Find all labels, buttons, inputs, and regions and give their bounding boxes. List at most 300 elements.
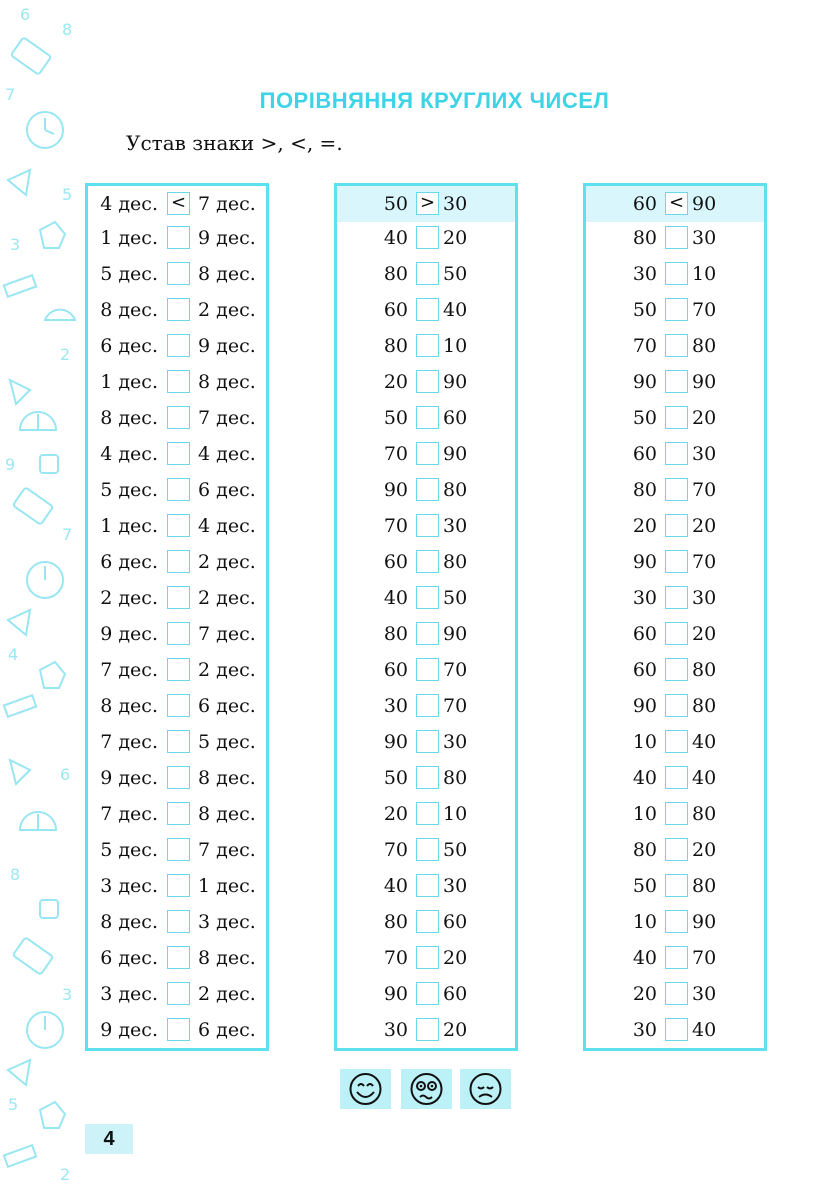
comparison-sign-box[interactable]: < [167,192,190,215]
left-operand: 70 [383,839,408,861]
left-operand: 7 дес. [100,659,158,681]
left-operand: 70 [383,515,408,537]
comparison-row [337,652,515,688]
comparison-sign-box[interactable] [416,946,439,969]
comparison-sign-box[interactable] [416,406,439,429]
comparison-sign-box[interactable] [665,406,688,429]
comparison-sign-box[interactable] [416,550,439,573]
left-operand: 60 [632,443,657,465]
right-operand: 80 [692,695,717,717]
comparison-row [88,186,266,222]
comparison-sign-box[interactable] [416,514,439,537]
comparison-row [586,472,764,508]
left-operand: 30 [632,263,657,285]
left-operand: 50 [383,193,408,215]
right-operand: 8 дес. [198,803,256,825]
comparison-row [586,724,764,760]
right-operand: 40 [692,1019,717,1041]
left-operand: 5 дес. [100,479,158,501]
right-operand: 20 [692,407,717,429]
comparison-sign-box[interactable] [416,334,439,357]
left-operand: 20 [383,371,408,393]
comparison-row [586,220,764,256]
comparison-row [337,472,515,508]
comparison-sign-box[interactable] [416,766,439,789]
left-operand: 40 [632,767,657,789]
left-operand: 6 дес. [100,551,158,573]
comparison-sign-box[interactable] [167,946,190,969]
comparison-sign-box[interactable] [665,1018,688,1041]
left-operand: 70 [383,947,408,969]
comparison-sign-box[interactable] [665,946,688,969]
right-operand: 60 [443,983,468,1005]
sad-face-icon[interactable] [460,1069,511,1109]
right-operand: 50 [443,263,468,285]
left-operand: 40 [383,227,408,249]
left-operand: 50 [383,767,408,789]
comparison-row [88,688,266,724]
comparison-row [337,1012,515,1048]
right-operand: 80 [443,479,468,501]
comparison-row [586,976,764,1012]
comparison-sign-box[interactable] [665,622,688,645]
comparison-sign-box[interactable] [167,442,190,465]
confused-face-icon[interactable] [401,1069,452,1109]
comparison-row [337,400,515,436]
right-operand: 70 [692,299,717,321]
comparison-sign-box[interactable] [416,586,439,609]
right-operand: 30 [443,875,468,897]
right-operand: 20 [692,515,717,537]
comparison-sign-box[interactable] [665,730,688,753]
svg-text:6: 6 [60,765,71,784]
comparison-sign-box[interactable] [665,226,688,249]
svg-text:6: 6 [20,5,31,24]
right-operand: 80 [692,803,717,825]
right-operand: 60 [443,407,468,429]
left-operand: 50 [383,407,408,429]
right-operand: 9 дес. [198,227,256,249]
comparison-row [586,256,764,292]
right-operand: 30 [692,227,717,249]
comparison-row [88,940,266,976]
left-operand: 30 [383,1019,408,1041]
comparison-row [586,400,764,436]
comparison-row [586,508,764,544]
right-operand: 70 [692,551,717,573]
comparison-row [586,364,764,400]
left-operand: 10 [632,731,657,753]
left-operand: 20 [383,803,408,825]
left-operand: 2 дес. [100,587,158,609]
comparison-row [88,1012,266,1048]
comparison-sign-box[interactable] [167,802,190,825]
comparison-row [586,904,764,940]
comparison-sign-box[interactable] [665,514,688,537]
right-operand: 10 [692,263,717,285]
comparison-row [88,580,266,616]
left-operand: 90 [632,371,657,393]
comparison-row [88,976,266,1012]
left-operand: 40 [383,875,408,897]
left-operand: 40 [632,947,657,969]
comparison-row [586,292,764,328]
comparison-sign-box[interactable] [167,334,190,357]
comparison-sign-box[interactable] [416,730,439,753]
right-operand: 8 дес. [198,947,256,969]
comparison-sign-box[interactable] [665,838,688,861]
comparison-row [337,544,515,580]
right-operand: 20 [443,227,468,249]
comparison-sign-box[interactable] [416,226,439,249]
comparison-row [586,580,764,616]
comparison-sign-box[interactable] [416,982,439,1005]
comparison-column-2 [334,183,518,1051]
right-operand: 8 дес. [198,767,256,789]
comparison-row [337,796,515,832]
left-operand: 70 [383,443,408,465]
right-operand: 7 дес. [198,623,256,645]
comparison-row [337,904,515,940]
comparison-row [337,508,515,544]
right-operand: 90 [692,911,717,933]
page-number: 4 [85,1124,133,1154]
left-operand: 20 [632,515,657,537]
right-operand: 9 дес. [198,335,256,357]
comparison-sign-box[interactable] [665,442,688,465]
comparison-row [586,616,764,652]
comparison-sign-box[interactable] [416,694,439,717]
comparison-row [586,760,764,796]
left-operand: 4 дес. [100,443,158,465]
right-operand: 80 [443,767,468,789]
comparison-sign-box[interactable] [665,586,688,609]
left-operand: 5 дес. [100,263,158,285]
comparison-row [586,328,764,364]
comparison-sign-box[interactable] [416,370,439,393]
comparison-row [337,688,515,724]
left-operand: 80 [383,623,408,645]
left-operand: 50 [632,299,657,321]
svg-text:3: 3 [62,985,73,1004]
comparison-sign-box[interactable] [665,262,688,285]
comparison-row [88,616,266,652]
comparison-row [88,796,266,832]
left-operand: 10 [632,803,657,825]
comparison-column-3 [583,183,767,1051]
left-operand: 90 [383,983,408,1005]
comparison-sign-box[interactable] [416,298,439,321]
right-operand: 30 [443,515,468,537]
page-title: ПОРІВНЯННЯ КРУГЛИХ ЧИСЕЛ [259,88,610,113]
comparison-row [586,868,764,904]
comparison-sign-box[interactable] [167,262,190,285]
right-operand: 20 [443,947,468,969]
left-operand: 20 [632,983,657,1005]
right-operand: 30 [443,193,468,215]
comparison-sign-box[interactable] [167,658,190,681]
comparison-sign-box[interactable] [167,586,190,609]
left-operand: 80 [632,839,657,861]
comparison-row [337,760,515,796]
left-operand: 30 [383,695,408,717]
left-operand: 60 [383,551,408,573]
right-operand: 20 [443,1019,468,1041]
comparison-sign-box[interactable] [416,478,439,501]
right-operand: 60 [443,911,468,933]
right-operand: 90 [443,623,468,645]
comparison-sign-box[interactable] [416,802,439,825]
comparison-sign-box[interactable] [167,838,190,861]
comparison-row [337,976,515,1012]
right-operand: 80 [443,551,468,573]
comparison-row [586,436,764,472]
right-operand: 6 дес. [198,1019,256,1041]
right-operand: 30 [692,443,717,465]
comparison-sign-box[interactable] [665,982,688,1005]
comparison-row [586,796,764,832]
right-operand: 90 [692,371,717,393]
comparison-sign-box[interactable] [167,982,190,1005]
svg-text:5: 5 [8,1095,19,1114]
comparison-sign-box[interactable] [167,766,190,789]
comparison-sign-box[interactable] [416,622,439,645]
left-operand: 70 [632,335,657,357]
comparison-sign-box[interactable]: < [665,192,688,215]
comparison-row [88,256,266,292]
comparison-sign-box[interactable] [665,298,688,321]
comparison-row [88,508,266,544]
right-operand: 6 дес. [198,479,256,501]
left-operand: 60 [632,659,657,681]
comparison-row [337,580,515,616]
left-operand: 1 дес. [100,515,158,537]
right-operand: 10 [443,335,468,357]
right-operand: 30 [692,983,717,1005]
comparison-sign-box[interactable] [416,874,439,897]
comparison-sign-box[interactable] [665,766,688,789]
right-operand: 1 дес. [198,875,256,897]
comparison-sign-box[interactable] [665,478,688,501]
right-operand: 90 [443,371,468,393]
svg-text:4: 4 [8,645,19,664]
left-operand: 90 [383,479,408,501]
right-operand: 90 [443,443,468,465]
instruction-text: Устав знаки >, <, =. [126,131,343,155]
comparison-sign-box[interactable] [416,442,439,465]
left-operand: 4 дес. [100,193,158,215]
comparison-row [337,292,515,328]
left-operand: 80 [383,911,408,933]
left-operand: 30 [632,1019,657,1041]
right-operand: 40 [692,731,717,753]
left-operand: 9 дес. [100,623,158,645]
happy-face-icon[interactable] [340,1069,391,1109]
left-operand: 6 дес. [100,335,158,357]
left-operand: 1 дес. [100,371,158,393]
comparison-row [88,328,266,364]
comparison-sign-box[interactable] [665,802,688,825]
comparison-row [586,544,764,580]
left-operand: 7 дес. [100,803,158,825]
comparison-row [337,328,515,364]
left-operand: 7 дес. [100,731,158,753]
left-operand: 80 [632,479,657,501]
left-operand: 60 [383,659,408,681]
left-operand: 8 дес. [100,911,158,933]
decorative-doodle-border [0,0,80,1200]
comparison-row [88,220,266,256]
comparison-row [88,904,266,940]
right-operand: 2 дес. [198,551,256,573]
comparison-sign-box[interactable] [665,550,688,573]
comparison-sign-box[interactable] [167,910,190,933]
comparison-sign-box[interactable] [416,262,439,285]
left-operand: 80 [383,263,408,285]
right-operand: 20 [692,839,717,861]
comparison-row [88,472,266,508]
comparison-row [88,652,266,688]
comparison-row [88,832,266,868]
comparison-row [586,652,764,688]
right-operand: 2 дес. [198,659,256,681]
left-operand: 3 дес. [100,983,158,1005]
comparison-sign-box[interactable] [665,334,688,357]
right-operand: 7 дес. [198,193,256,215]
right-operand: 8 дес. [198,371,256,393]
left-operand: 90 [632,695,657,717]
right-operand: 3 дес. [198,911,256,933]
comparison-sign-box[interactable] [665,910,688,933]
comparison-row [88,436,266,472]
comparison-sign-box[interactable] [167,550,190,573]
comparison-row [337,724,515,760]
left-operand: 9 дес. [100,767,158,789]
comparison-row [337,868,515,904]
comparison-row [88,724,266,760]
right-operand: 70 [443,659,468,681]
comparison-sign-box[interactable] [167,1018,190,1041]
left-operand: 5 дес. [100,839,158,861]
comparison-sign-box[interactable] [167,226,190,249]
right-operand: 30 [692,587,717,609]
left-operand: 90 [632,551,657,573]
comparison-sign-box[interactable] [167,622,190,645]
svg-text:2: 2 [60,345,71,364]
comparison-sign-box[interactable] [167,730,190,753]
right-operand: 80 [692,335,717,357]
svg-text:9: 9 [5,455,16,474]
comparison-sign-box[interactable]: > [416,192,439,215]
comparison-row [337,220,515,256]
comparison-row [586,940,764,976]
comparison-row [337,186,515,222]
right-operand: 40 [443,299,468,321]
right-operand: 10 [443,803,468,825]
svg-text:7: 7 [62,525,73,544]
comparison-sign-box[interactable] [167,514,190,537]
right-operand: 70 [692,947,717,969]
svg-text:2: 2 [60,1165,71,1184]
left-operand: 3 дес. [100,875,158,897]
right-operand: 90 [692,193,717,215]
comparison-row [88,868,266,904]
right-operand: 4 дес. [198,515,256,537]
left-operand: 80 [632,227,657,249]
right-operand: 20 [692,623,717,645]
left-operand: 30 [632,587,657,609]
svg-text:5: 5 [62,185,73,204]
right-operand: 30 [443,731,468,753]
comparison-row [586,186,764,222]
right-operand: 7 дес. [198,839,256,861]
comparison-sign-box[interactable] [167,694,190,717]
comparison-sign-box[interactable] [167,370,190,393]
comparison-row [337,940,515,976]
svg-text:7: 7 [5,85,16,104]
left-operand: 60 [383,299,408,321]
svg-text:8: 8 [62,20,73,39]
left-operand: 50 [632,407,657,429]
comparison-sign-box[interactable] [167,406,190,429]
right-operand: 5 дес. [198,731,256,753]
comparison-row [88,292,266,328]
left-operand: 8 дес. [100,695,158,717]
comparison-sign-box[interactable] [665,658,688,681]
comparison-sign-box[interactable] [167,478,190,501]
comparison-sign-box[interactable] [167,298,190,321]
right-operand: 40 [692,767,717,789]
comparison-sign-box[interactable] [665,874,688,897]
comparison-sign-box[interactable] [416,658,439,681]
right-operand: 80 [692,659,717,681]
left-operand: 8 дес. [100,299,158,321]
left-operand: 1 дес. [100,227,158,249]
comparison-row [337,616,515,652]
comparison-row [88,544,266,580]
right-operand: 2 дес. [198,983,256,1005]
comparison-sign-box[interactable] [665,370,688,393]
svg-text:3: 3 [10,235,21,254]
comparison-sign-box[interactable] [167,874,190,897]
left-operand: 80 [383,335,408,357]
left-operand: 9 дес. [100,1019,158,1041]
left-operand: 50 [632,875,657,897]
comparison-column-1 [85,183,269,1051]
right-operand: 4 дес. [198,443,256,465]
comparison-sign-box[interactable] [665,694,688,717]
comparison-row [337,832,515,868]
left-operand: 60 [632,193,657,215]
comparison-sign-box[interactable] [416,838,439,861]
comparison-row [586,832,764,868]
right-operand: 50 [443,587,468,609]
comparison-sign-box[interactable] [416,1018,439,1041]
svg-text:8: 8 [10,865,21,884]
comparison-row [586,1012,764,1048]
comparison-row [337,256,515,292]
comparison-row [88,364,266,400]
right-operand: 8 дес. [198,263,256,285]
comparison-row [88,400,266,436]
left-operand: 60 [632,623,657,645]
comparison-row [88,760,266,796]
right-operand: 2 дес. [198,587,256,609]
comparison-sign-box[interactable] [416,910,439,933]
comparison-row [337,364,515,400]
left-operand: 6 дес. [100,947,158,969]
right-operand: 50 [443,839,468,861]
